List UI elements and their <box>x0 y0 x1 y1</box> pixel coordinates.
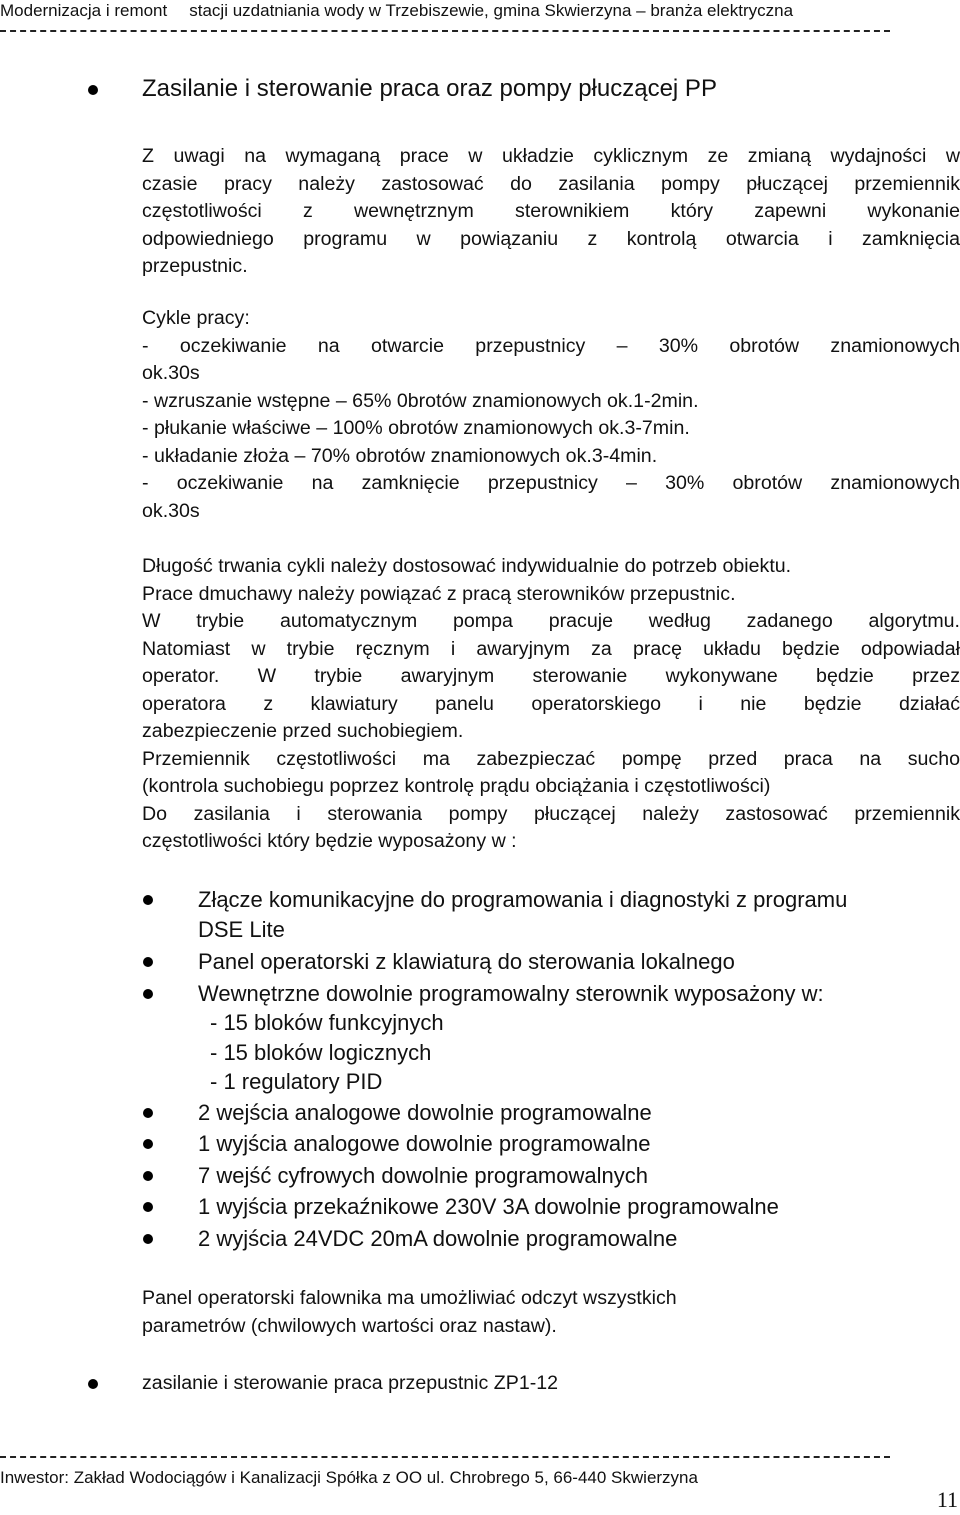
body-line: operatora z klawiatury panelu operatorskiego i nie będzie działać <box>142 692 960 715</box>
body-line: Prace dmuchawy należy powiązać z pracą sterowników przepustnic. <box>142 582 736 605</box>
next-section-text: zasilanie i sterowanie praca przepustnic ZP1-12 <box>142 1372 559 1394</box>
feature-item: 7 wejść cyfrowych dowolnie programowalnych <box>198 1163 648 1188</box>
feature-subitem: - 1 regulatory PID <box>210 1069 383 1094</box>
cycle-line: - oczekiwanie na otwarcie przepustnicy – 30% obrotów znamionowych <box>142 334 960 357</box>
bullet-icon <box>143 1202 153 1212</box>
header-separator <box>0 30 890 32</box>
header-left: Modernizacja i remont <box>0 1 168 20</box>
cycle-line: - oczekiwanie na zamknięcie przepustnicy – 30% obrotów znamionowych <box>142 472 960 494</box>
feature-item: Wewnętrzne dowolnie programowalny sterownik wyposażony w: <box>198 981 824 1006</box>
bullet-icon <box>143 1108 153 1118</box>
bullet-icon <box>88 1379 98 1389</box>
intro-line: częstotliwości z wewnętrznym sterownikiem który zapewni wykonanie <box>142 200 960 222</box>
section-title: Zasilanie i sterowanie praca oraz pompy płuczącej PP <box>142 75 717 102</box>
intro-line: czasie pracy należy zastosować do zasilania pompy płuczącej przemiennik <box>142 172 960 195</box>
feature-item: 2 wyjścia 24VDC 20mA dowolnie programowalne <box>198 1226 678 1251</box>
bullet-icon <box>143 1171 153 1181</box>
feature-subitem: - 15 bloków logicznych <box>210 1040 432 1065</box>
cycle-line: - wzruszanie wstępne – 65% 0brotów znamionowych ok.1-2min. <box>142 389 699 412</box>
intro-line: odpowiedniego programu w powiązaniu z kontrolą otwarcia i zamknięcia <box>142 227 960 250</box>
footer-separator <box>0 1456 890 1458</box>
panel-note <box>142 1285 960 1340</box>
cycles-block <box>142 305 960 525</box>
body-line: (kontrola suchobiegu poprzez kontrolę prądu obciążania i częstotliwości) <box>142 775 771 797</box>
body-line: W trybie automatycznym pompa pracuje według zadanego algorytmu. <box>142 610 960 632</box>
body-line: Przemiennik częstotliwości ma zabezpieczać pompę przed praca na sucho <box>142 747 960 770</box>
body-line: operator. W trybie awaryjnym sterowanie wykonywane będzie przez <box>142 665 960 687</box>
body-paragraph <box>142 553 960 856</box>
cycle-line: ok.30s <box>142 362 200 384</box>
feature-item-continuation: DSE Lite <box>198 917 285 942</box>
intro-line: przepustnic. <box>142 255 248 277</box>
panel-note-line: Panel operatorski falownika ma umożliwiać odczyt wszystkich <box>142 1287 677 1309</box>
cycle-line: - układanie złoża – 70% obrotów znamionowych ok.3-4min. <box>142 444 658 467</box>
feature-item: 1 wyjścia analogowe dowolnie programowalne <box>198 1131 651 1156</box>
running-header <box>0 0 960 22</box>
page-footer: Inwestor: Zakład Wodociągów i Kanalizacji Spółka z OO ul. Chrobrego 5, 66-440 Skwierzyna <box>0 1468 698 1487</box>
bullet-icon <box>143 895 153 905</box>
intro-line: Z uwagi na wymaganą prace w układzie cyklicznym ze zmianą wydajności w <box>142 145 960 167</box>
panel-note-line: parametrów (chwilowych wartości oraz nastaw). <box>142 1314 557 1337</box>
bullet-icon <box>88 85 98 95</box>
header-right: stacji uzdatniania wody w Trzebiszewie, gmina Skwierzyna – branża elektryczna <box>189 1 794 20</box>
feature-subitem: - 15 bloków funkcyjnych <box>210 1010 444 1035</box>
feature-item: 2 wejścia analogowe dowolnie programowalne <box>198 1100 652 1125</box>
cycle-line: - płukanie właściwe – 100% obrotów znamionowych ok.3-7min. <box>142 417 690 439</box>
intro-paragraph <box>142 143 960 281</box>
feature-item: 1 wyjścia przekaźnikowe 230V 3A dowolnie programowalne <box>198 1194 779 1219</box>
bullet-icon <box>143 989 153 999</box>
body-line: Długość trwania cykli należy dostosować indywidualnie do potrzeb obiektu. <box>142 555 792 577</box>
body-line: częstotliwości który będzie wyposażony w : <box>142 830 517 852</box>
body-line: Natomiast w trybie ręcznym i awaryjnym za pracę układu będzie odpowiadał <box>142 637 960 660</box>
bullet-icon <box>143 1234 153 1244</box>
page-number: 11 <box>936 1487 958 1512</box>
feature-item: Panel operatorski z klawiaturą do sterowania lokalnego <box>198 949 735 974</box>
bullet-icon <box>143 957 153 967</box>
body-line: zabezpieczenie przed suchobiegiem. <box>142 720 464 742</box>
body-line: Do zasilania i sterowania pompy płuczącej należy zastosować przemiennik <box>142 802 960 825</box>
feature-item: Złącze komunikacyjne do programowania i diagnostyki z programu <box>198 887 848 912</box>
bullet-icon <box>143 1139 153 1149</box>
next-section-heading <box>142 1370 960 1398</box>
cycle-line: ok.30s <box>142 499 200 522</box>
cycles-heading: Cykle pracy: <box>142 307 250 329</box>
